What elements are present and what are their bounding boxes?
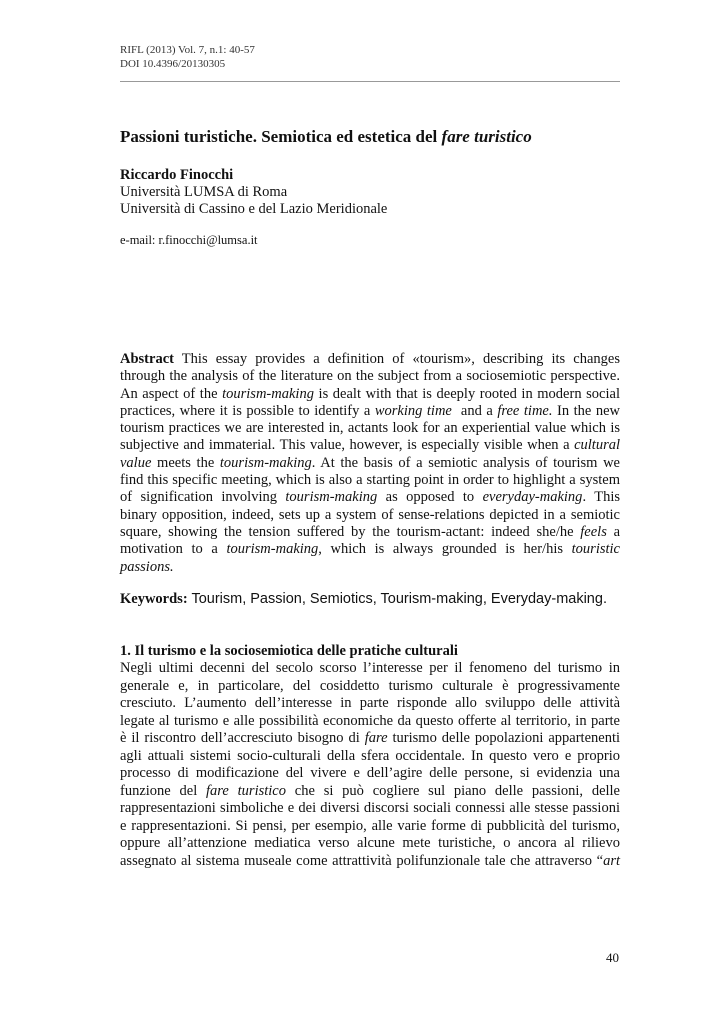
abstract: Abstract This essay provides a definition of «tourism», describing its changes through the analysis of the literature on the subject from a sociosemiotic perspective. An aspect of the tourism-making is dealt with that is deeply rooted in modern social practices, where it is possible to identify a working time and a free time. In the new tourism practices we are interested in, actants look for an experiential value which is subjective and immaterial. This value, however, is especially visible when a cultural value meets the tourism-making. At the basis of a semiotic analysis of tourism we find this specific meeting, which is also a starting point in order to highlight a system of signification involving tourism-making as opposed to everyday-making. This binary opposition, indeed, sets up a system of sense-relations depicted in a semiotic square, showing the tension suffered by the tourism-actant: indeed she/he feels a motivation to a tourism-making, which is always grounded is her/his touristic passions.	[120, 351, 621, 575]
running-header	[120, 43, 255, 71]
author-email: e-mail: r.finocchi@lumsa.it	[120, 233, 258, 247]
doi: DOI 10.4396/20130305	[120, 58, 226, 70]
section-body: Negli ultimi decenni del secolo scorso l’interesse per il fenomeno del turismo in generale e, in particolare, del cosiddetto turismo culturale è progressivamente cresciuto. L’aumento dell’interesse in parte risponde allo sviluppo delle attività legate al turismo e alle possibilità economiche da questo offerte al territorio, in parte è il riscontro dell’accresciuto bisogno di fare turismo delle popolazioni appartenenti agli attuali sistemi socio-culturali della sfera occidentale. In questo vero e proprio processo di modificazione del vivere e dell’agire delle persone, si evidenzia una funzione del fare turistico che si può cogliere sul piano delle passioni, delle rappresentazioni simboliche e dei diversi discorsi sociali connessi alle stesse passioni e rappresentazioni. Si pensi, per esempio, alle varie forme di pubblicità del turismo, oppure all’attenzione mediatica verso alcune mete turistiche, o ancora al rilievo assegnato al sistema museale come attrattività polifunzionale tale che attraverso “art	[120, 660, 620, 869]
affiliation: Università di Cassino e del Lazio Meridionale	[120, 201, 388, 217]
author-block	[120, 167, 387, 218]
section-heading: 1. Il turismo e la sociosemiotica delle pratiche culturali	[120, 643, 458, 659]
keywords-label: Keywords:	[120, 591, 188, 607]
header-rule	[120, 81, 620, 82]
keywords: Keywords: Tourism, Passion, Semiotics, Tourism-making, Everyday-making.	[120, 591, 607, 607]
journal-citation: RIFL (2013) Vol. 7, n.1: 40-57	[120, 44, 255, 56]
author-name: Riccardo Finocchi	[120, 167, 234, 183]
affiliation: Università LUMSA di Roma	[120, 184, 288, 200]
page-number: 40	[606, 950, 619, 965]
abstract-label: Abstract	[120, 351, 174, 367]
paper-title: Passioni turistiche. Semiotica ed estetica del fare turistico	[120, 127, 532, 146]
